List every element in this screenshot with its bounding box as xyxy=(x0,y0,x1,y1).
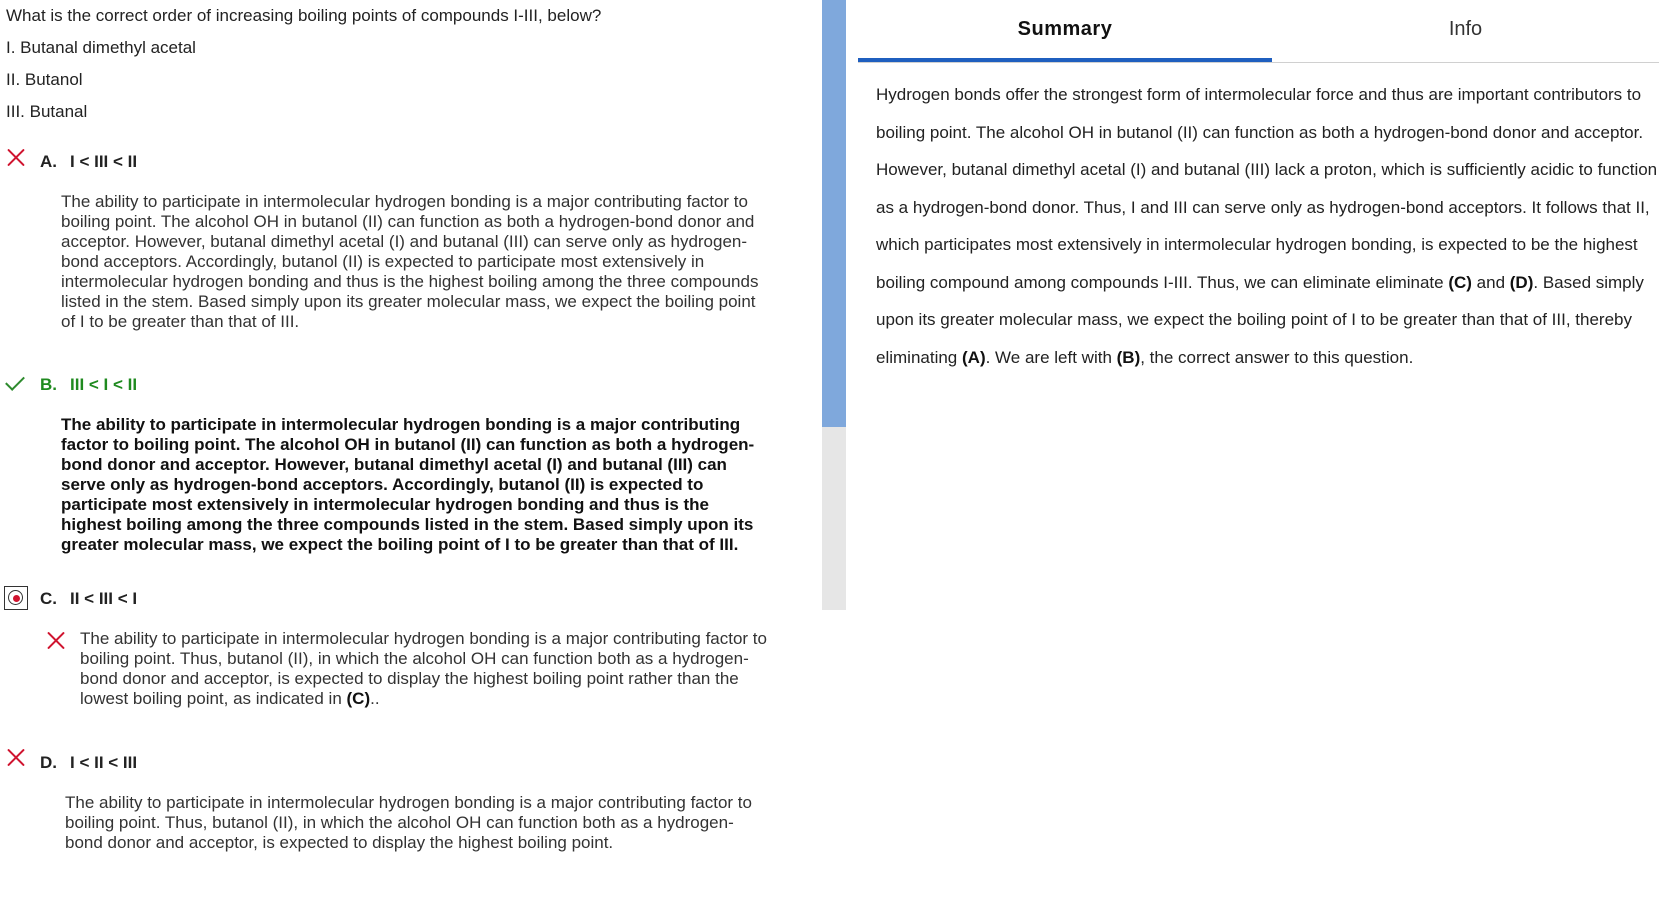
tab-info[interactable]: Info xyxy=(1448,18,1483,40)
check-mark-icon xyxy=(6,374,28,390)
summary-ref-b: (B) xyxy=(1116,347,1141,367)
option-c-letter: C. xyxy=(40,589,57,608)
option-c-ref: (C) xyxy=(346,689,371,708)
tab-summary[interactable]: Summary xyxy=(1017,18,1113,40)
question-stem: What is the correct order of increasing boiling points of compounds I-III, below? xyxy=(6,6,602,25)
tab-bar xyxy=(858,0,1659,63)
summary-ref-d: (D) xyxy=(1509,272,1534,292)
question-scrollbar[interactable] xyxy=(822,0,846,610)
option-b-text: III < I < II xyxy=(70,375,138,394)
radio-ring xyxy=(8,590,23,605)
question-panel xyxy=(0,0,820,906)
summary-part-4: , the correct answer to this question. xyxy=(1140,347,1414,367)
summary-ref-c: (C) xyxy=(1448,272,1472,292)
option-b-explanation: The ability to participate in intermolecular hydrogen bonding is a major contributing factor to boiling point. The alcohol OH in butanol (II) can function as both a hydrogen-bond donor and acceptor. However, butanal dimethyl acetal (I) and butanal (III) can serve only as hydrogen-bond acceptors. Accordingly, butanol (II) is expected to participate most extensively in intermolecular hydrogen bonding and thus is the highest boiling among the three compounds listed in the stem. Based simply upon its greater molecular mass, we expect the boiling point of I to be greater than that of III. xyxy=(61,415,755,554)
option-a[interactable] xyxy=(40,152,137,172)
x-mark-icon xyxy=(6,147,26,167)
option-d-explanation: The ability to participate in intermolecular hydrogen bonding is a major contributing factor to boiling point. Thus, butanol (II), in which the alcohol OH can function both as a hydrogen-bond donor and acceptor, is expected to display the highest boiling point. xyxy=(65,793,752,852)
x-mark-icon xyxy=(46,630,66,650)
option-b[interactable] xyxy=(40,375,137,395)
active-tab-indicator xyxy=(858,58,1272,62)
x-mark-icon xyxy=(6,747,26,767)
compound-item-3: III. Butanal xyxy=(6,102,88,121)
summary-part-2: . Based simply upon its greater molecular mass, we expect the boiling point of I to be greater than that of III, thereby eliminating xyxy=(876,272,1644,367)
option-b-letter: B. xyxy=(40,375,57,394)
option-c[interactable] xyxy=(40,589,137,609)
compound-item-1: I. Butanal dimethyl acetal xyxy=(6,38,196,57)
summary-text xyxy=(876,76,1658,376)
scrollbar-thumb[interactable] xyxy=(822,0,846,427)
summary-ref-a: (A) xyxy=(962,347,986,367)
summary-part-1: Hydrogen bonds offer the strongest form of intermolecular force and thus are important contributors to boiling point. The alcohol OH in butanol (II) can function as both a hydrogen-bond donor and acceptor. However, butanal dimethyl acetal (I) and butanal (III) lack a proton, which is sufficiently acidic to function as a hydrogen-bond donor. Thus, I and III can serve only as hydrogen-bond acceptors. It follows that II, which participates most extensively in intermolecular hydrogen bonding, is expected to be the highest boiling compound among compounds I-III. Thus, we can eliminate eliminate xyxy=(876,85,1658,292)
option-d-letter: D. xyxy=(40,753,57,772)
option-c-explanation xyxy=(80,629,775,709)
option-c-text: II < III < I xyxy=(70,589,138,608)
radio-dot xyxy=(13,595,20,602)
option-a-text: I < III < II xyxy=(70,152,138,171)
option-d-text: I < II < III xyxy=(70,753,138,772)
option-d[interactable] xyxy=(40,753,137,773)
option-a-explanation: The ability to participate in intermolecular hydrogen bonding is a major contributing factor to boiling point. The alcohol OH in butanol (II) can function as both a hydrogen-bond donor and acceptor. However, butanal dimethyl acetal (I) and butanal (III) can serve only as hydrogen-bond acceptors. Accordingly, butanol (II) is expected to participate most extensively in intermolecular hydrogen bonding and thus is the highest boiling among the three compounds listed in the stem. Based simply upon its greater molecular mass, we expect the boiling point of I to be greater than that of III. xyxy=(61,192,759,331)
radio-selected-icon[interactable] xyxy=(4,586,28,610)
explanation-panel xyxy=(858,0,1659,906)
compound-item-2: II. Butanol xyxy=(6,70,83,89)
option-c-explanation-text: The ability to participate in intermolecular hydrogen bonding is a major contributing factor to boiling point. Thus, butanol (II), in which the alcohol OH can function both as a hydrogen-bond donor and acceptor, is expected to display the highest boiling point rather than the lowest boiling point, as indicated in xyxy=(80,629,767,708)
option-c-explanation-end: .. xyxy=(370,689,380,708)
summary-part-3: . We are left with xyxy=(985,347,1117,367)
option-a-letter: A. xyxy=(40,152,57,171)
summary-and: and xyxy=(1471,272,1510,292)
